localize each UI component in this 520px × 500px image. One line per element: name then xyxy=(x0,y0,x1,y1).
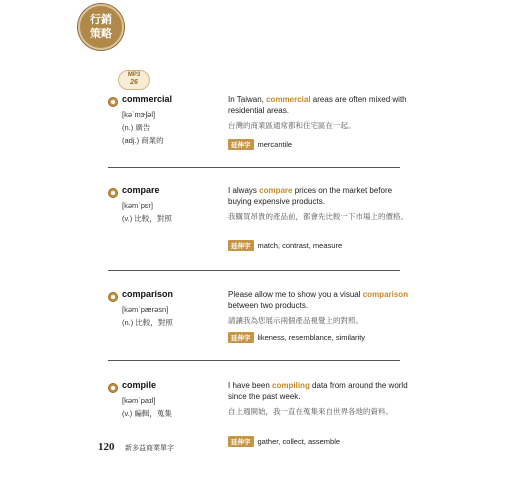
sentence-text: areas are often mixed with residential areas. xyxy=(228,95,407,115)
chinese-translation: 我購買昂貴的產品前，都會先比較一下市場上的價格。 xyxy=(228,212,408,221)
sentence-text: I always xyxy=(228,186,260,195)
entry-phonetic: [kəm`paɪl] xyxy=(122,396,156,405)
synonym-list: gather, collect, assemble xyxy=(257,437,341,446)
entry-phonetic: [kə`mɝʃəl] xyxy=(122,110,156,119)
sentence-text: Please allow me to show you a visual xyxy=(228,290,363,299)
synonym-tag: 延伸字 xyxy=(228,139,254,150)
audio-track-label: MP3 xyxy=(127,72,141,78)
sentence-text: I have been xyxy=(228,381,273,390)
divider xyxy=(108,360,400,361)
section-badge-label xyxy=(80,13,122,41)
bullet-icon xyxy=(108,97,118,107)
highlighted-word: compare xyxy=(259,186,293,195)
sentence-text: prices on the market before buying expensive products. xyxy=(228,186,393,206)
sentence-text: data from around the world since the past week. xyxy=(228,381,408,401)
synonym-line xyxy=(228,139,292,150)
entry-phonetic: [kəm`pærəsn] xyxy=(122,305,169,314)
divider xyxy=(108,270,400,271)
synonym-line xyxy=(228,332,365,343)
section-badge-line2: 策略 xyxy=(90,27,112,40)
entry-word: compile xyxy=(122,380,157,390)
highlighted-word: compiling xyxy=(272,381,310,390)
divider xyxy=(108,167,400,168)
example-sentence xyxy=(228,94,410,116)
chinese-translation: 自上週開始，我一直在蒐集來自世界各地的資料。 xyxy=(228,407,393,416)
synonym-list: match, contrast, measure xyxy=(257,241,343,250)
synonym-line xyxy=(228,436,340,447)
synonym-tag: 延伸字 xyxy=(228,436,254,447)
entry-word: compare xyxy=(122,185,160,195)
entry-pos: (n.) 比較，對照 xyxy=(122,318,173,327)
entry-pos: (n.) 廣告 xyxy=(122,123,151,132)
entry-pos: (adj.) 商業的 xyxy=(122,136,164,145)
example-sentence xyxy=(228,289,410,311)
audio-track-number: 26 xyxy=(130,79,138,86)
entry-word: comparison xyxy=(122,289,174,299)
bullet-icon xyxy=(108,188,118,198)
highlighted-word: comparison xyxy=(362,290,409,299)
synonym-tag: 延伸字 xyxy=(228,332,254,343)
section-badge xyxy=(78,4,124,50)
page-number: 120 xyxy=(98,441,115,453)
entry-pos: (v.) 編輯，蒐集 xyxy=(122,409,172,418)
synonym-list: mercantile xyxy=(257,140,293,149)
audio-track-icon[interactable] xyxy=(118,70,150,90)
entry-word: commercial xyxy=(122,94,173,104)
example-sentence xyxy=(228,185,410,207)
synonym-tag: 延伸字 xyxy=(228,240,254,251)
chinese-translation: 台灣的商業區通常都和住宅區在一起。 xyxy=(228,121,356,130)
entry-pos: (v.) 比較，對照 xyxy=(122,214,172,223)
synonym-list: likeness, resemblance, similarity xyxy=(257,333,366,342)
synonym-line xyxy=(228,240,342,251)
bullet-icon xyxy=(108,292,118,302)
entry-phonetic: [kəm`pɛr] xyxy=(122,201,153,210)
sentence-text: In Taiwan, xyxy=(228,95,267,104)
section-badge-line1: 行銷 xyxy=(90,13,112,26)
sentence-text: between two products. xyxy=(228,301,309,310)
bullet-icon xyxy=(108,383,118,393)
example-sentence xyxy=(228,380,410,402)
page-footer xyxy=(98,437,174,455)
chinese-translation: 請讓我為您展示兩個產品視覺上的對照。 xyxy=(228,316,363,325)
highlighted-word: commercial xyxy=(266,95,311,104)
book-title: 新多益商業單字 xyxy=(124,444,174,452)
